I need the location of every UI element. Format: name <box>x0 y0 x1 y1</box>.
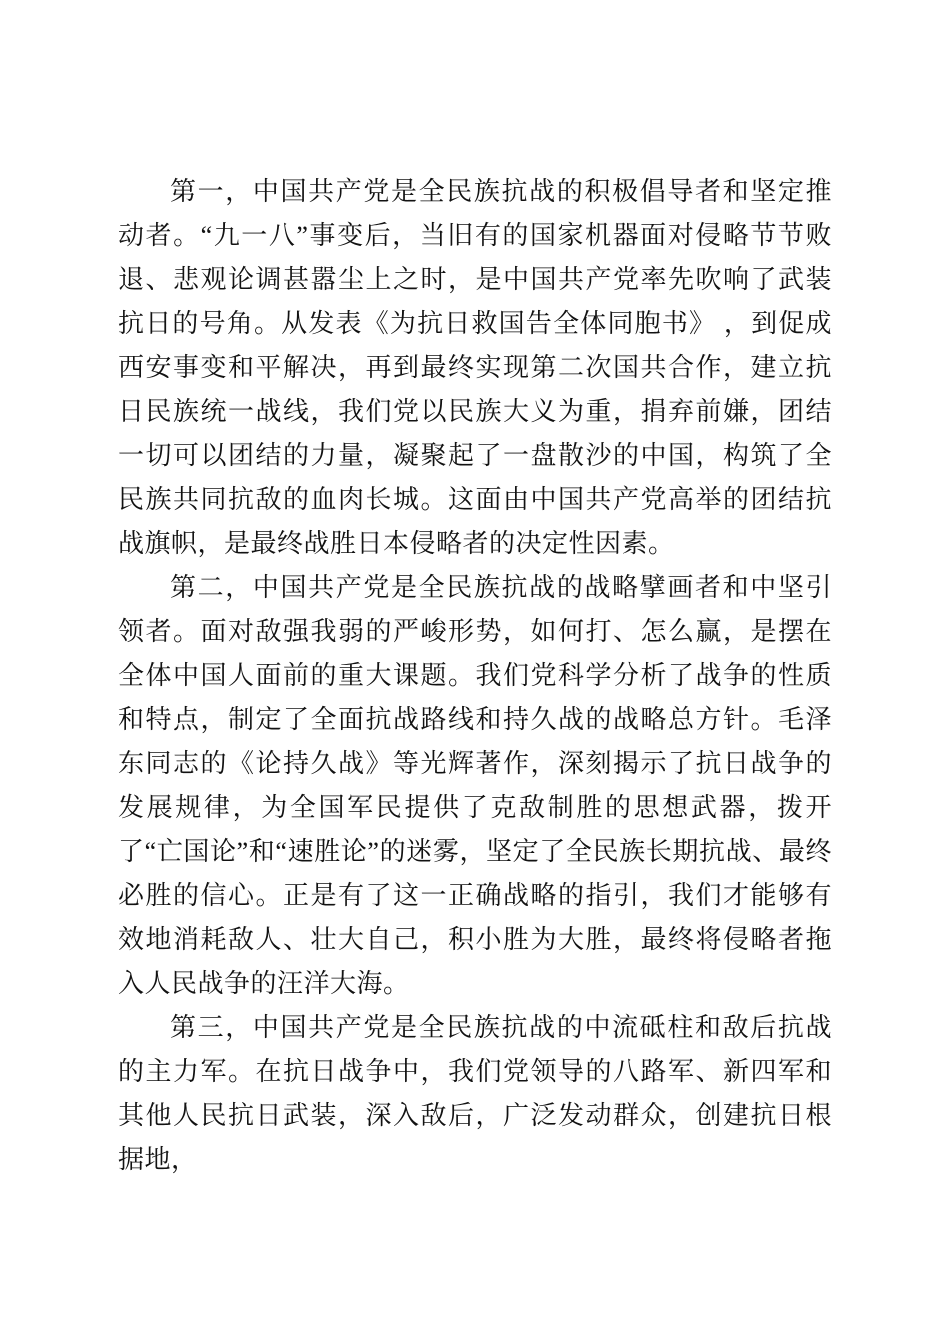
document-body <box>118 170 832 1182</box>
paragraph-second-point: 第二，中国共产党是全民族抗战的战略擘画者和中坚引领者。面对敌强我弱的严峻形势，如何打、怎么赢，是摆在全体中国人面前的重大课题。我们党科学分析了战争的性质和特点，制定了全面抗战路线和持久战的战略总方针。毛泽东同志的《论持久战》等光辉著作，深刻揭示了抗日战争的发展规律，为全国军民提供了克敌制胜的思想武器，拨开了“亡国论”和“速胜论”的迷雾，坚定了全民族长期抗战、最终必胜的信心。正是有了这一正确战略的指引，我们才能够有效地消耗敌人、壮大自己，积小胜为大胜，最终将侵略者拖入人民战争的汪洋大海。 <box>118 573 832 998</box>
paragraph-third-point: 第三，中国共产党是全民族抗战的中流砥柱和敌后抗战的主力军。在抗日战争中，我们党领导的八路军、新四军和其他人民抗日武装，深入敌后，广泛发动群众，创建抗日根据地， <box>118 1013 832 1174</box>
paragraph-first-point: 第一，中国共产党是全民族抗战的积极倡导者和坚定推动者。“九一八”事变后，当旧有的国家机器面对侵略节节败退、悲观论调甚嚣尘上之时，是中国共产党率先吹响了武装抗日的号角。从发表《为抗日救国告全体同胞书》 ，到促成西安事变和平解决，再到最终实现第二次国共合作，建立抗日民族统一战线，我们党以民族大义为重，捐弃前嫌，团结一切可以团结的力量，凝聚起了一盘散沙的中国，构筑了全民族共同抗敌的血肉长城。这面由中国共产党高举的团结抗战旗帜，是最终战胜日本侵略者的决定性因素。 <box>118 177 832 558</box>
